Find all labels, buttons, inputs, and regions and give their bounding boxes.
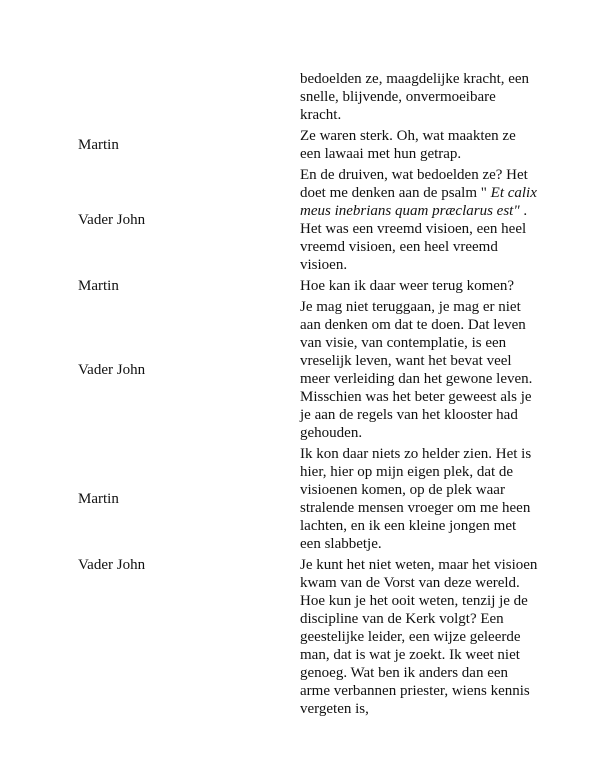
dialogue-row: [0, 277, 600, 295]
speaker-name: [0, 70, 300, 124]
dialogue-text: Je mag niet teruggaan, je mag er niet aan denken om dat te doen. Dat leven van visie, van contemplatie, is een vreselijk leven, want het bevat veel meer verleiding dan het gewone leven. Misschien was het beter geweest als je je aan de regels van het klooster had gehouden.: [300, 299, 533, 441]
dialogue-row: [0, 445, 600, 553]
dialogue-text: Hoe kan ik daar weer terug komen?: [300, 278, 515, 294]
latin-quote: Et calix meus inebrians quam præclarus est": [300, 185, 537, 219]
dialogue-text-after: . Het was een vreemd visioen, een heel vreemd visioen, een heel vreemd visioen.: [300, 203, 528, 273]
dialogue-row: [0, 556, 600, 718]
dialogue-row: [0, 298, 600, 442]
dialogue-table: [0, 70, 600, 718]
speaker-name: Vader John: [78, 557, 146, 573]
speaker-name: Vader John: [78, 212, 146, 228]
speaker-name: Martin: [78, 491, 119, 507]
dialogue-text: Ik kon daar niets zo helder zien. Het is hier, hier op mijn eigen plek, dat de visioenen komen, op de plek waar stralende mensen vroeger om me heen lachten, en ik een kleine jongen met een slabbetje.: [300, 446, 532, 552]
dialogue-row: [0, 166, 600, 274]
dialogue-text-before: En de druiven, wat bedoelden ze? Het doet me denken aan de psalm ": [300, 167, 528, 201]
speaker-name: Vader John: [78, 362, 146, 378]
speaker-name: Martin: [78, 137, 119, 153]
dialogue-row: [0, 70, 600, 124]
dialogue-text: [300, 166, 540, 274]
dialogue-text: bedoelden ze, maagdelijke kracht, een snelle, blijvende, onvermoeibare kracht.: [300, 71, 530, 123]
dialogue-text: Je kunt het niet weten, maar het visioen kwam van de Vorst van deze wereld. Hoe kun je het ooit weten, tenzij je de discipline van de Kerk volgt? Een geestelijke leider, een wijze geleerde man, dat is wat je zoekt. Ik weet niet genoeg. Wat ben ik anders dan een arme verbannen priester, wiens kennis vergeten is,: [300, 557, 538, 717]
speaker-name: Martin: [78, 278, 119, 294]
dialogue-row: [0, 127, 600, 163]
dialogue-text: Ze waren sterk. Oh, wat maakten ze een lawaai met hun getrap.: [300, 128, 516, 162]
